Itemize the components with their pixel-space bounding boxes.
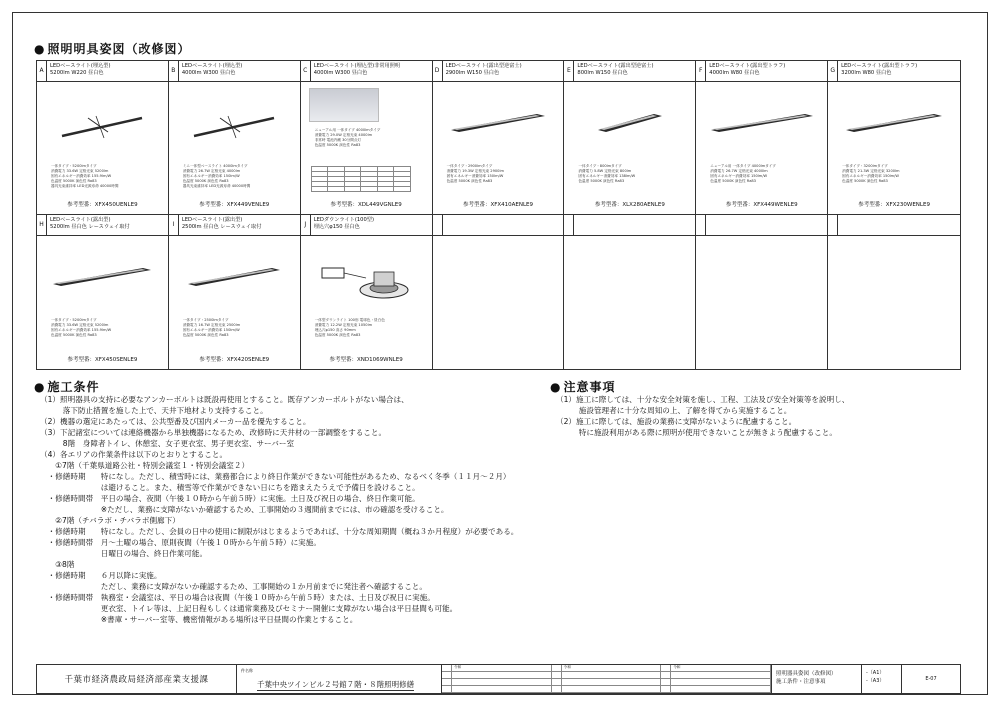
- fixture-cell: [828, 61, 960, 215]
- spec-table: [311, 166, 411, 192]
- fixture-spec: ニューアル用 一体タイプ 4000lmタイプ 消費電力 26.7W 定格光束 4000lm 固有エネルギー消費効率 150lm/W 色温度 5000K 演色性 Ra83: [710, 164, 776, 183]
- check-cell: [452, 672, 552, 679]
- fixture-cell: [433, 61, 565, 215]
- text-line: ・修繕時間帯 月～土曜の場合、原則夜間（午後１０時から午前５時）に実施。: [40, 538, 321, 547]
- text-line: （2）施工に際しては、施設の業務に支障がないように配慮すること。: [556, 417, 797, 426]
- fixture-image: [844, 112, 944, 134]
- construction-title: ● 施工条件: [34, 380, 100, 394]
- check-cell: [671, 679, 771, 686]
- check-cell: [552, 672, 562, 679]
- fixture-model: 参考型番：XFX420SENLE9: [199, 357, 270, 363]
- fixture-cell: [696, 61, 828, 215]
- check-cell: [452, 686, 552, 693]
- fixture-body: [828, 236, 960, 369]
- fixture-body: [301, 236, 432, 369]
- fixture-title: LEDベースライト(埋込型) 4000lm W300 昼白色: [181, 63, 243, 76]
- text-line: ・修繕時期 特になし。ただし、積雪時には、業務都合により終日作業ができない可能性があるため、なるべく冬季（１１月～２月）: [40, 472, 511, 481]
- check-cell: [442, 679, 452, 686]
- fixture-image: [449, 112, 547, 134]
- fixture-title: [706, 215, 712, 235]
- fixture-header: [828, 61, 960, 82]
- text-line: は避けること。また、積雪等で作業ができない日にちを踏まえたうえで予備日を設けること。: [40, 483, 420, 492]
- fixture-letter: [433, 215, 443, 235]
- fixture-title: LEDベースライト(露出型) 5200lm 昼白色 レースウェイ取付: [50, 217, 130, 230]
- project-name-box: [237, 665, 442, 693]
- check-cell: [442, 672, 452, 679]
- construction-conditions: [40, 394, 518, 625]
- fixture-letter: D: [433, 61, 443, 81]
- check-cell: [552, 686, 562, 693]
- text-line: （1）施工に際しては、十分な安全対策を施し、工程、工法及び安全対策等を説明し、: [556, 395, 850, 404]
- fixture-header: [696, 215, 827, 236]
- fixture-spec: ミニ一体型ベースライト 4000lmタイプ 消費電力 26.7W 定格光束 4000lm 固有エネルギー消費効率 150lm/W 色温度 5000K 演色性 Ra83 器具光束維持率 LED光源寿命 40000時間: [182, 164, 251, 188]
- fixture-body: [696, 236, 827, 369]
- fixture-body: [301, 82, 432, 214]
- fixture-letter: E: [564, 61, 574, 81]
- fixture-header: [433, 215, 564, 236]
- fixture-title: LEDベースライト(露出型トラフ) 4000lm W80 昼白色: [709, 63, 786, 76]
- text-line: ①7階（千葉県道路公社・特別会議室１・特別会議室２）: [40, 461, 250, 470]
- text-line: 施設管理者に十分な周知の上、了解を得てから実施すること。: [556, 406, 792, 415]
- fixture-letter: [564, 215, 574, 235]
- fixture-title: [838, 215, 844, 235]
- sheet-name: 照明器具姿図（改修図） 施工条件・注意事項: [772, 665, 862, 693]
- text-line: 日曜日の場合、終日作業可能。: [40, 549, 208, 558]
- fixture-image: [186, 266, 282, 288]
- fixture-letter: [696, 215, 706, 235]
- check-cell: [661, 665, 671, 672]
- fixture-letter: F: [696, 61, 706, 81]
- fixture-letter: G: [828, 61, 838, 81]
- fixture-body: [696, 82, 827, 214]
- fixture-spec: 一体タイプ・800lmタイプ 消費電力 5.8W 定格光束 800lm 固有エネルギー消費効率 138lm/W 色温度 5000K 演色性 Ra83: [578, 164, 636, 183]
- check-cell: [552, 665, 562, 672]
- fixture-spec: 一体型ダウンライト 100形 電球色・昼白色 消費電力 12.2W 定格光束 1050lm 埋込穴φ150 高さ 90mm 色温度 5000K 演色性 Ra83: [314, 318, 385, 337]
- check-cell: [562, 679, 662, 686]
- fixture-model: 参考型番：XDL449VGNLE9: [330, 202, 402, 208]
- text-line: （3）下記諸室については連絡機器から単独機器になるため、改修時に天井材の一部調整をすること。: [40, 428, 387, 437]
- fixture-spec: 一体タイプ・2900lmタイプ 消費電力 19.3W 定格光束 2900lm 固有エネルギー消費効率 150lm/W 色温度 5000K 演色性 Ra83: [446, 164, 504, 183]
- fixture-title: LEDベースライト(露出型トラフ) 3200lm W80 昼白色: [841, 63, 918, 76]
- fixture-body: [564, 236, 695, 369]
- fixture-letter: H: [37, 215, 47, 235]
- fixture-cell: [37, 61, 169, 215]
- text-line: ※書庫・サーバー室等、機密情報がある場所は平日昼間の作業とすること。: [40, 615, 358, 624]
- sheet-number: E-07: [925, 676, 937, 682]
- project-name: 千葉中央ツインビル２号館７階・８階照明修繕: [257, 680, 415, 689]
- fixture-header: [564, 61, 695, 82]
- text-line: （4）各エリアの作業条件は以下のとおりとすること。: [40, 450, 228, 459]
- text-line: 特に施設利用がある際に照明が使用できないことが無きよう配慮すること。: [556, 428, 837, 437]
- fixture-letter: I: [169, 215, 179, 235]
- check-cell: [442, 665, 452, 672]
- fixture-model: 参考型番：XFX450UENLE9: [67, 202, 138, 208]
- fixture-header: [37, 61, 168, 82]
- check-cell: [671, 672, 771, 679]
- fixture-cell: [37, 215, 169, 369]
- fixture-letter: B: [169, 61, 179, 81]
- fixture-model: 参考型番：XFX450SENLE9: [67, 357, 138, 363]
- check-cell: [452, 679, 552, 686]
- fixture-header: [433, 61, 564, 82]
- fixture-model: 参考型番：XFX230WENLE9: [858, 202, 930, 208]
- fixture-header: [828, 215, 960, 236]
- project-label: 件名称: [241, 668, 253, 673]
- fixture-spec: 一体タイプ・3200lmタイプ 消費電力 21.3W 定格光束 3200lm 固有エネルギー消費効率 150lm/W 色温度 5000K 演色性 Ra83: [842, 164, 900, 183]
- fixture-letter: A: [37, 61, 47, 81]
- fixture-model: 参考型番：XFX449VENLE9: [199, 202, 270, 208]
- fixture-body: [37, 82, 168, 214]
- check-grid: [442, 665, 772, 693]
- fixture-cell: [169, 215, 301, 369]
- fixture-image: [184, 112, 284, 142]
- fixture-image: [316, 262, 416, 308]
- fixture-header: [169, 61, 300, 82]
- fixture-title: [443, 215, 449, 235]
- fixture-body: [169, 82, 300, 214]
- fixture-image: [709, 112, 815, 134]
- fixture-cell: [696, 215, 828, 369]
- title-block: [36, 664, 961, 694]
- fixture-spec: 一体タイプ・2500lmタイプ 消費電力 16.7W 定格光束 2500lm 固有エネルギー消費効率 150lm/W 色温度 5000K 演色性 Ra83: [182, 318, 241, 337]
- fixture-title: LEDダウンライト(100型) 埋込穴φ150 昼白色: [313, 217, 374, 230]
- fixture-spec: 一体タイプ・5200lmタイプ 消費電力 33.6W 定格光束 5200lm 固有エネルギー消費効率 155.9lm/W 色温度 5000K 演色性 Ra83 器具光束維持率 LED光源寿命 40000時間: [51, 164, 119, 188]
- check-cell: [562, 686, 662, 693]
- fixture-body: [564, 82, 695, 214]
- fixture-spec: 一体タイプ・5200lmタイプ 消費電力 33.6W 定格光束 5200lm 固有エネルギー消費効率 155.9lm/W 色温度 5000K 演色性 Ra83: [51, 318, 112, 337]
- fixture-image: [52, 112, 152, 142]
- text-line: ・修繕時期 特になし。ただし、会員の日中の使用に制限がはじまるようであれば、十分な周知期間（概ね３か月程度）が必要である。: [40, 527, 519, 536]
- fixture-photo: [309, 88, 379, 122]
- fixture-cell: [169, 61, 301, 215]
- check-cell: [671, 686, 771, 693]
- text-line: ②7階（チバラボ・チバラボ側廊下）: [40, 516, 180, 525]
- fixture-header: [37, 215, 168, 236]
- fixture-letter: C: [301, 61, 311, 81]
- fixture-image: [51, 266, 153, 288]
- fixture-header: [696, 61, 827, 82]
- notes-title: ● 注意事項: [550, 380, 616, 394]
- fixture-letter: J: [301, 215, 311, 235]
- scale: -（A1） -（A3）: [862, 665, 902, 693]
- fixture-cell: [564, 215, 696, 369]
- fixture-image: [596, 112, 664, 134]
- text-line: ・修繕時間帯 平日の場合、夜間（午後１０時から午前５時）に実施。土日及び祝日の場合、終日作業可能。: [40, 494, 420, 503]
- text-line: （1）照明器具の支持に必要なアンカーボルトは既設再使用とすること。既存アンカーボルトがない場合は、: [40, 395, 409, 404]
- check-cell: 令和: [562, 665, 662, 672]
- fixture-header: [564, 215, 695, 236]
- fixture-body: [433, 236, 564, 369]
- check-cell: [661, 672, 671, 679]
- fixture-title: LEDベースライト(露出型) 2500lm 昼白色 レースウェイ取付: [181, 217, 262, 230]
- check-cell: [661, 679, 671, 686]
- fixture-cell: [828, 215, 960, 369]
- text-line: ・修繕時期 ６月以降に実施。: [40, 571, 162, 580]
- check-cell: 令和: [452, 665, 552, 672]
- text-line: ※ただし、業務に支障がないか確認するため、工事開始の３週間前までには、市の確認を受けること。: [40, 505, 449, 514]
- fixture-header: [301, 61, 432, 82]
- text-line: ③8階: [40, 560, 75, 569]
- fixture-cell: [433, 215, 565, 369]
- check-cell: [661, 686, 671, 693]
- check-cell: [552, 679, 562, 686]
- check-cell: [442, 686, 452, 693]
- fixture-cell: [301, 215, 433, 369]
- notes-text: [556, 394, 849, 438]
- fixture-body: [433, 82, 564, 214]
- organization-name: 千葉市経済農政局経済部産業支援課: [37, 665, 237, 693]
- check-cell: 令和: [671, 665, 771, 672]
- fixture-title: [574, 215, 580, 235]
- fixture-cell: [301, 61, 433, 215]
- fixture-body: [828, 82, 960, 214]
- fixture-model: 参考型番：XLX280AENLE9: [594, 202, 665, 208]
- fixture-body: [169, 236, 300, 369]
- fixture-body: [37, 236, 168, 369]
- text-line: 落下防止措置を施した上で、天井下地材より支持すること。: [40, 406, 268, 415]
- fixture-header: [301, 215, 432, 236]
- fixture-grid: [36, 60, 961, 370]
- check-cell: [562, 672, 662, 679]
- fixture-title: LEDベースライト(埋込型)非常用照明 4000lm W300 昼白色: [313, 63, 401, 76]
- fixture-model: 参考型番：XFX449WENLE9: [725, 202, 798, 208]
- text-line: ただし、業務に支障がないか確認するため、工事開始の１か月前までに発注者へ確認すること。: [40, 582, 427, 591]
- fixture-model: 参考型番：XFX410AENLE9: [462, 202, 534, 208]
- fixture-spec: ニューアル用 一体タイプ 4000lmタイプ 消費電力 29.0W 定格光束 4000lm 非常時 電池内蔵 30分間点灯 色温度 5000K 演色性 Ra83: [314, 128, 381, 147]
- text-line: 更衣室、トイレ等は、上記日程もしくは通常業務及びセミナー開催に支障がない場合は平日昼間も可能。: [40, 604, 458, 613]
- fixture-section-title: ● 照明明具姿図（改修図）: [34, 42, 191, 56]
- fixture-header: [169, 215, 300, 236]
- fixture-letter: [828, 215, 838, 235]
- fixture-model: 参考型番：XND1069WNLE9: [329, 357, 403, 363]
- fixture-cell: [564, 61, 696, 215]
- text-line: ・修繕時間帯 執務室・会議室は、平日の場合は夜間（午後１０時から午前５時）または、土日及び祝日に実施。: [40, 593, 435, 602]
- fixture-title: LEDベースライト(露出型逆富士) 2900lm W150 昼白色: [445, 63, 522, 76]
- fixture-title: LEDベースライト(埋込型) 5200lm W220 昼白色: [50, 63, 111, 76]
- text-line: 8階 身障者トイレ、休憩室、女子更衣室、男子更衣室、サーバー室: [40, 439, 295, 448]
- text-line: （2）機器の選定にあたっては、公共型番及び国内メーカー品を優先すること。: [40, 417, 311, 426]
- fixture-title: LEDベースライト(露出型逆富士) 800lm W150 昼白色: [577, 63, 654, 76]
